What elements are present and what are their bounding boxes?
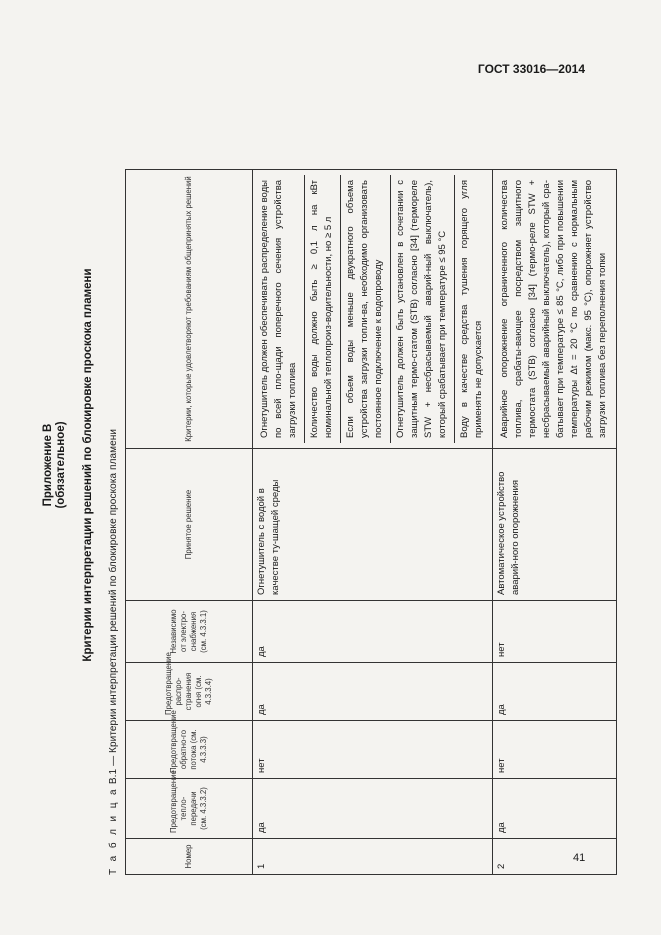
appendix-status: (обязательное) xyxy=(55,421,67,509)
cell-power: нет xyxy=(493,601,617,663)
table-caption xyxy=(108,95,119,875)
cell-heat: да xyxy=(493,779,617,839)
cell-heat: да xyxy=(253,779,493,839)
cell-power: да xyxy=(253,601,493,663)
col-header-backflow: Предотвращение обратно-го потока (см. 4.3.3.3) xyxy=(126,721,253,779)
col-header-heat: Предотвращение тепло-передачи (см. 4.3.3.2) xyxy=(126,779,253,839)
cell-criteria xyxy=(493,170,617,449)
criterion-item: Если объем воды меньше двукратного объема устройства загрузки топли-ва, необходимо организовать постоянное подключение к водопроводу xyxy=(341,175,391,443)
page-number: 41 xyxy=(573,852,586,864)
cell-backflow: нет xyxy=(493,721,617,779)
caption-text: — Критерии интерпретации решений по блокировке проскока пламени xyxy=(108,428,119,766)
caption-label: Т а б л и ц а xyxy=(108,787,119,875)
criterion-item: Аварийное опорожнение ограниченного количества топлива, срабаты-вающее посредством защитного термостата (STB) согласно [34] (термо-реле STW + несбрасываемый аварийный выключатель), который сра-батывает при температуре ≤ 85 °С, либо при повышении температуры Δt = 20 °С по сравнению с нормальным рабочим режимом (макс. 95 °С), опорожняет устройство загрузки топлива без переполнения топки xyxy=(499,180,608,438)
criterion-item: Огнетушитель должен обеспечивать распределение воды по всей пло-щади поперечного сечения устройства загрузки топлива xyxy=(255,175,305,443)
section-title: Критерии интерпретации решений по блокировке проскока пламени xyxy=(82,268,94,662)
col-header-decision: Принятое решение xyxy=(126,449,253,601)
appendix-title-block xyxy=(42,95,68,835)
col-header-power: Независимо от электро-снабжения (см. 4.3.3.1) xyxy=(126,601,253,663)
criteria-table xyxy=(125,169,617,875)
cell-fire: да xyxy=(253,663,493,721)
table-header-row xyxy=(126,170,253,875)
cell-backflow: нет xyxy=(253,721,493,779)
col-header-criteria: Критерии, которые удовлетворяют требованиям общепринятых решений xyxy=(126,170,253,449)
table-row xyxy=(493,170,617,875)
table-row xyxy=(253,170,493,875)
appendix-title: Приложение В xyxy=(42,423,54,507)
row-number: 1 xyxy=(253,839,493,875)
col-header-number: Номер xyxy=(126,839,253,875)
cell-decision: Огнетушитель с водой в качестве ту-шащей среды xyxy=(253,449,493,601)
row-number: 2 xyxy=(493,839,617,875)
caption-number: В.1 xyxy=(108,768,119,785)
criterion-item: Воду в качестве средства тушения горящего угля применять не допускается xyxy=(459,180,484,438)
standard-header: ГОСТ 33016—2014 xyxy=(477,62,585,76)
cell-criteria xyxy=(253,170,493,449)
cell-fire: да xyxy=(493,663,617,721)
criterion-item: Количество воды должно быть ≥ 0,1 л на кВт номинальной теплопроиз-водительности, но ≥ 5 л xyxy=(305,175,341,443)
cell-decision: Автоматическое устройство аварий-ного опорожнения xyxy=(493,449,617,601)
col-header-fire: Предотвращение распро-странения огня (см. 4.3.3.4) xyxy=(126,663,253,721)
criterion-item: Огнетушитель должен быть установлен в сочетании с защитным термо-статом (STB) согласно [34] (термореле STW + несбрасываемый аварий-ный выключатель), который срабатывает при температуре ≤ 95 °С xyxy=(391,175,455,443)
